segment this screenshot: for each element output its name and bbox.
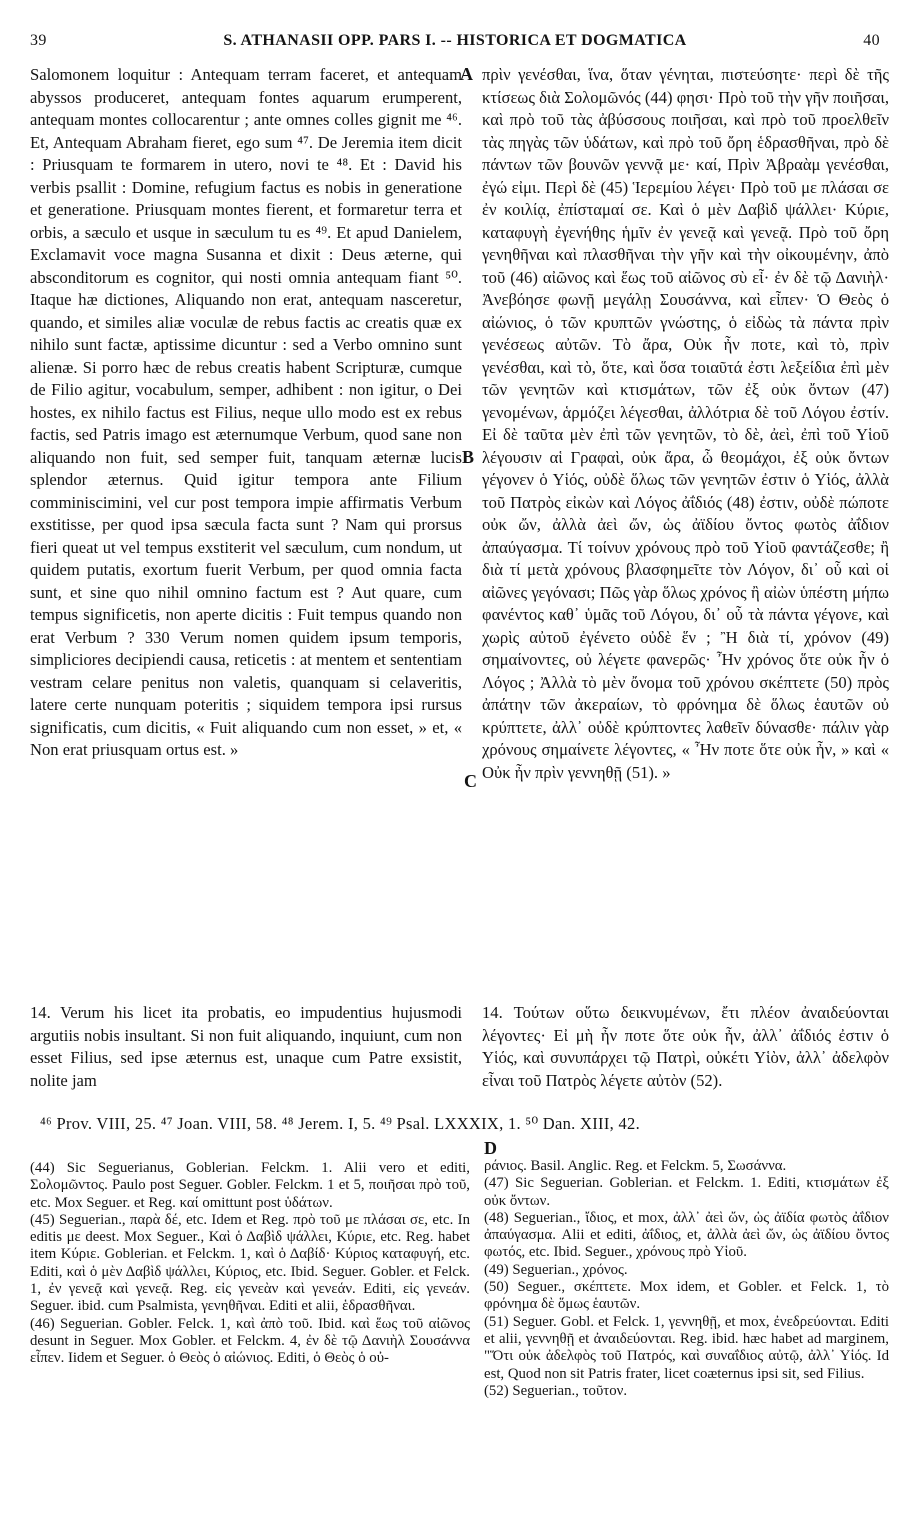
- scripture-references: ⁴⁶ Prov. VIII, 25. ⁴⁷ Joan. VIII, 58. ⁴⁸ Jerem. I, 5. ⁴⁹ Psal. LXXXIX, 1. ⁵⁰ Dan. XIII, 42.: [40, 1114, 641, 1133]
- latin-section-14: [30, 1002, 462, 1092]
- footnote-50: (50) Seguer., σκέπτετε. Mox idem, et Gobler. et Felck. 1, τὸ φρόνημα δὲ ὅμως ἑαυτῶν.: [484, 1279, 889, 1313]
- footnote-48: (48) Seguerian., ἴδιος, et mox, ἀλλ᾽ ἀεὶ ὤν, ὡς ἀϊδία φωτὸς ἀΐδιον ἀπαύγασμα. Alii et editi, ἀΐδιος, et, ἀλλὰ ἀεὶ ὤν, ὡς ἀϊδίου ὄντος φωτός, etc. Ibid. Seguer., χρόνους πρὸ Υἱοῦ.: [484, 1209, 889, 1261]
- margin-marker-c: C: [464, 771, 477, 791]
- greek-paragraph-14: 14. Τούτων οὕτω δεικνυμένων, ἔτι πλέον ἀναιδεύονται λέγοντες· Εἰ μὴ ἦν ποτε ὅτε οὐκ ἦν, ἀλλ᾽ ἀΐδιός ἐστιν ὁ Υἱός, καὶ συνυπάρχει τῷ Πατρὶ, οὐκέτι Υἱὸν, ἀλλ᾽ ἀδελφὸν εἶναι τοῦ Πατρὸς λέγετε αὐτὸν (52).: [482, 1003, 889, 1090]
- footnotes-right: [484, 1158, 889, 1400]
- footnote-51: (51) Seguer. Gobl. et Felck. 1, γεννηθῇ, et mox, ἐνεδρεύονται. Editi et alii, γεννηθῇ et ἀναιδεύονται. Reg. ibid. hæc habet ad marginem, "Ὅτι οὐκ ἀδελφὸς τοῦ Πατρός, καὶ συναΐδιος αὐτῷ, ἀλλ᾽ Υἱός. Id est, Quod non sit Patris frater, licet coæternus ipsi sit, sed Filius.: [484, 1313, 889, 1382]
- latin-paragraph-main: Salomonem loquitur : Antequam terram faceret, et antequam abyssos produceret, antequam fontes aquarum erumperent, antequam montes collocarentur ; ante omnes colles gignit me ⁴⁶. Et, Antequam Abraham fieret, ego sum ⁴⁷. De Jeremia item dicit : Priusquam te formarem in utero, novi te ⁴⁸. Et : David his verbis psallit : Domine, refugium factus es nobis in generatione et generatione. Priusquam montes fierent, et formaretur terra et orbis, a sæculo et usque in sæculum tu es ⁴⁹. Et apud Danielem, Exclamavit voce magna Susanna et dixit : Deus æterne, qui absconditorum es cognitor, qui nosti omnia antequam fiant ⁵⁰. Itaque hæ dictiones, Aliquando non erat, antequam nasceretur, quando, et similes aliæ voculæ de rebus factis ac creatis quæ ex nihilo sunt factæ, aptissime dicuntur : sed a Verbo omnino sunt alienæ. Si porro hæc de rebus creatis habent Scripturæ, cumque de Filio agitur, vocabulum, semper, adhibent : non igitur, o Dei hostes, ex nihilo factus est Filius, neque ullo modo est ex rebus factis, sed Patris imago est æternumque Verbum, quod sane non aliquando non fuit, sed semper fuit, tanquam æternæ lucis splendor æternus. Quid igitur tempora ante Filium comminiscimini, vel cur post tempora impie affirmatis Verbum exstitisse, per quod ipsa sæcula facta sunt ? Nam qui prorsus fieri queat ut vel tempus exstiterit vel sæculum, cum nondum, ut quidem putatis, exortum fuerit Verbum, per quod omnia facta sunt, et sine quo nihil omnino factum est ? Aut quare, cum tempus significetis, non aperte dicitis : Fuit tempus quando non erat Verbum ? 330 Verum nomen quidem ipsum temporis, simpliciores decipiendi causa, reticetis : at mentem et sententiam vestram celare penitus non valetis, quanquam si celaveritis, latere certe nunquam poteritis ; siquidem tempora ipsi rursus significatis, cum dicitis, « Fuit aliquando cum non esset, » et, « Non erat priusquam ortus est. »: [30, 65, 462, 759]
- running-title: S. ATHANASII OPP. PARS I. -- HISTORICA ET DOGMATICA: [223, 32, 687, 49]
- page-header: [30, 32, 880, 56]
- latin-column: [30, 64, 462, 762]
- margin-marker-a: A: [460, 64, 473, 84]
- footnote-52: (52) Seguerian., τοῦτον.: [484, 1382, 628, 1399]
- footnote-45: (45) Seguerian., παρὰ δέ, etc. Idem et Reg. πρὸ τοῦ με πλάσαι σε, etc. In editis με deest. Mox Seguer., Καὶ ὁ Δαβὶδ ψάλλει, Κύριε, etc. Reg. habet item Κύριε. Goblerian. et Felckm. 1, καὶ ὁ Δαβίδ· Κύριος καταφυγή, etc. Editi, καὶ ὁ μὲν Δαβὶδ ψάλλει, Κύριος, etc. Ibid. Seguer. Gobler. et Felck. 1, ἐν γενεᾷ καὶ γενεᾷ. Reg. εἰς γενεὰν καὶ γενεάν. Editi, εἰς γενεάν. Seguer. ibid. cum Psalmista, γενηθῆναι. Editi et alii, ἑδρασθῆναι.: [30, 1211, 470, 1315]
- footnote-46: (46) Seguerian. Gobler. Felck. 1, καὶ ἀπὸ τοῦ. Ibid. καὶ ἕως τοῦ αἰῶνος desunt in Seguer. Mox Gobler. et Felckm. 4, ἐν δὲ τῷ Δανιὴλ Σουσάννα εἶπεν. Iidem et Seguer. ὁ Θεὸς ὁ αἰώνιος. Editi, ὁ Θεὸς ὁ οὐ-: [30, 1315, 470, 1367]
- footnote-49: (49) Seguerian., χρόνος.: [484, 1261, 628, 1278]
- footnote-44: (44) Sic Seguerianus, Goblerian. Felckm. 1. Alii vero et editi, Σολομῶντος. Paulo post Seguer. Gobler. Felckm. 1 et 5, ποιῆσαι πρὸ τοῦ, etc. Mox Seguer. et Reg. καί omittunt post ὑδάτων.: [30, 1160, 470, 1211]
- margin-marker-b: B: [462, 447, 475, 467]
- page-number-left: 39: [30, 32, 47, 49]
- margin-marker-d: D: [484, 1138, 497, 1158]
- footnotes-left: [30, 1160, 470, 1368]
- latin-paragraph-14: 14. Verum his licet ita probatis, eo impudentius hujusmodi argutiis nobis insultant. Si non fuit aliquando, inquiunt, cum non esset Filius, sed ipse æternus est, unaque cum Patre exsistit, nolite jam: [30, 1003, 462, 1090]
- greek-section-14: [482, 1002, 889, 1092]
- footnote-46-continued: ράνιος. Basil. Anglic. Reg. et Felckm. 5, Σωσάννα.: [484, 1158, 787, 1174]
- footnote-47: (47) Sic Seguerian. Goblerian. et Felckm. 1. Editi, κτισμάτων ἐξ οὐκ ὄντων.: [484, 1175, 889, 1209]
- greek-column: [482, 64, 889, 784]
- greek-paragraph-main: πρὶν γενέσθαι, ἵνα, ὅταν γένηται, πιστεύσητε· περὶ δὲ τῆς κτίσεως διὰ Σολομῶνός (44) φησι· Πρὸ τοῦ τὴν γῆν ποιῆσαι, καὶ πρὸ τοῦ τὰς ἀβύσσους ποιῆσαι, καὶ πρὸ τοῦ προελθεῖν τὰς πηγὰς τῶν ὑδάτων, καὶ πρὸ τοῦ ὄρη ἑδρασθῆναι, πρὸ δὲ πάντων τῶν βουνῶν γεννᾷ με· καί, Πρὶν Ἀβραὰμ γενέσθαι, ἐγώ εἰμι. Περὶ δὲ (45) Ἱερεμίου λέγει· Πρὸ τοῦ με πλάσαι σε ἐν κοιλίᾳ, ἐπίσταμαί σε. Καὶ ὁ μὲν Δαβὶδ ψάλλει· Κύριε, καταφυγὴ ἐγενήθης ἡμῖν ἐν γενεᾷ καὶ γενεᾷ. Πρὸ τοῦ ὄρη γενηθῆναι καὶ πλασθῆναι τὴν γῆν καὶ τὴν οἰκουμένην, ἀπὸ τοῦ (46) αἰῶνος καὶ ἕως τοῦ αἰῶνος σὺ εἶ· ἐν δὲ τῷ Δανιὴλ· Ἀνεβόησε φωνῇ μεγάλῃ Σουσάννα, καὶ εἶπεν· Ὁ Θεὸς ὁ αἰώνιος, ὁ τῶν κρυπτῶν γνώστης, ὁ εἰδὼς τὰ πάντα πρὶν γενέσεως αὐτῶν. Τὸ ἄρα, Οὐκ ἦν ποτε, καὶ τὸ, πρὶν γενέσθαι, καὶ τὸ, ὅτε, καὶ ὅσα τοιαῦτά ἐστι λεξείδια ἐπὶ μὲν τῶν γενητῶν καὶ κτισμάτων, τῶν ἐξ οὐκ ὄντων (47) γενομένων, ἁρμόζει λέγεσθαι, ἀλλότρια δὲ τοῦ Λόγου ἐστίν. Εἰ δὲ ταῦτα μὲν ἐπὶ τῶν γενητῶν, τὸ δὲ, ἀεὶ, ἐπὶ τοῦ Υἱοῦ λέγουσιν αἱ Γραφαὶ, οὐκ ἄρα, ὦ θεομάχοι, ἐξ οὐκ ὄντων γέγονεν ὁ Υἱός, οὐδὲ ὅλως τῶν γενητῶν ἐστιν ὁ Υἱός, ἀλλὰ τοῦ Πατρὸς εἰκὼν καὶ Λόγος ἀΐδιός (48) ἐστιν, οὐδὲ πώποτε οὐκ ὤν, ἀλλὰ ἀεὶ ὤν, ὡς ἀϊδίου ὄντος φωτὸς ἀΐδιον ἀπαύγασμα. Τί τοίνυν χρόνους πρὸ τοῦ Υἱοῦ φαντάζεσθε; ἢ διὰ τί μετὰ χρόνους βλασφημεῖτε τὸν Λόγον, δι᾽ οὗ καὶ οἱ αἰῶνες γεγόνασι; Πῶς γὰρ ὅλως χρόνος ἢ αἰὼν ὑπέστη μήπω φανέντος καθ᾽ ὑμᾶς τοῦ Λόγου, δι᾽ οὗ τὰ πάντα γέγονε, καὶ χωρὶς αὐτοῦ ἐγένετο οὐδὲ ἕν ; Ἢ διὰ τί, χρόνον (49) σημαίνοντες, οὐ λέγετε φανερῶς· Ἦν χρόνος ὅτε οὐκ ἦν ὁ Λόγος ; Ἀλλὰ τὸ μὲν ὄνομα τοῦ χρόνου σκέπτετε (50) πρὸς ἀπάτην τῶν ἀκεραίων, τὸ φρόνημα δὲ ὅλως ἑαυτῶν οὐ κρύπτετε, ἀλλ᾽ οὐδὲ κρύπτοντες λαθεῖν δύνασθε· πάλιν γὰρ χρόνους σημαίνετε λέγοντες, « Ἦν ποτε ὅτε οὐκ ἦν, » καὶ « Οὐκ ἦν πρὶν γεννηθῇ (51). »: [482, 65, 889, 782]
- page-number-right: 40: [863, 32, 880, 49]
